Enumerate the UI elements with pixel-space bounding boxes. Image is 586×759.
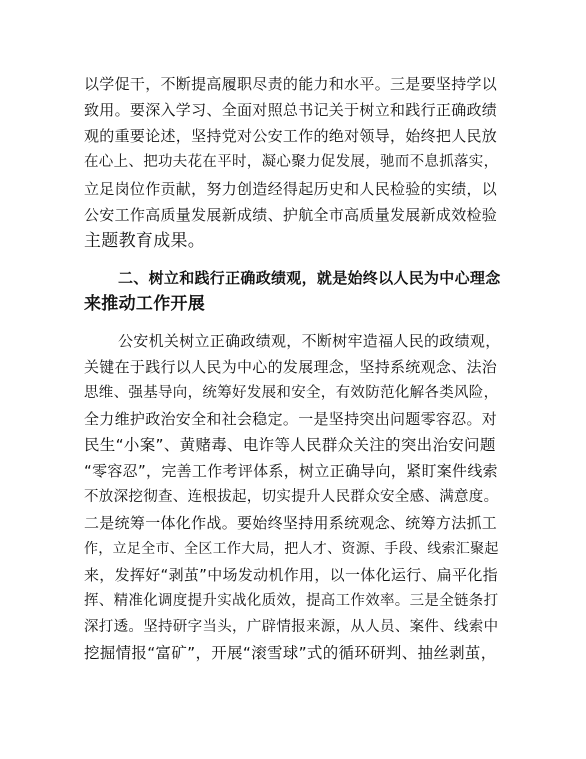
paragraph-2-line: 挥、精准化调度提升实战化质效，提高工作效率。三是全链条打 xyxy=(84,593,499,609)
paragraph-2-line: 全力维护政治安全和社会稳定。一是坚持突出问题零容忍。对 xyxy=(84,410,498,428)
paragraph-2-line: 思维、强基导向，统筹好发展和安全，有效防范化解各类风险， xyxy=(84,385,499,401)
paragraph-1-line: 在心上、把功夫花在平时，凝心聚力促发展，驰而不息抓落实， xyxy=(84,154,499,170)
paragraph-2-line: 挖掘情报“富矿”，开展“滚雪球”式的循环研判、抽丝剥茧， xyxy=(84,644,497,662)
paragraph-2-line: 作，立足全市、全区工作大局，把人才、资源、手段、线索汇聚起 xyxy=(84,541,499,557)
paragraph-1-line: 致用。要深入学习、全面对照总书记关于树立和践行正确政绩 xyxy=(84,101,498,119)
paragraph-2-line: 不放深挖彻查、连根拔起，切实提升人民群众安全感、满意度。 xyxy=(84,489,499,505)
section-heading-line: 二、树立和践行正确政绩观，就是始终以人民为中心理念 xyxy=(118,269,501,287)
paragraph-2-line: 关键在于践行以人民为中心的发展理念，坚持系统观念、法治 xyxy=(84,358,498,376)
paragraph-2-line: 深打透。坚持研字当头，广辟情报来源，从人员、案件、线索中 xyxy=(84,619,499,635)
paragraph-2-line: “零容忍”，完善工作考评体系，树立正确导向，紧盯案件线索 xyxy=(84,462,498,480)
paragraph-2-line: 来，发挥好“剥茧”中场发动机作用，以一体化运行、扁平化指 xyxy=(84,566,498,584)
section-heading-line: 来推动工作开展 xyxy=(84,294,206,314)
paragraph-1-line: 公安工作高质量发展新成绩、护航全市高质量发展新成效检验 xyxy=(84,206,498,224)
paragraph-1-line: 主题教育成果。 xyxy=(84,231,206,251)
paragraph-2-line: 二是统筹一体化作战。要始终坚持用系统观念、统筹方法抓工 xyxy=(84,514,498,532)
paragraph-1-line: 立足岗位作贡献，努力创造经得起历史和人民检验的实绩，以 xyxy=(84,180,498,198)
paragraph-2-line: 民生“小案”、黄赌毒、电诈等人民群众关注的突出治安问题 xyxy=(84,436,496,454)
paragraph-1-line: 以学促干，不断提高履职尽责的能力和水平。三是要坚持学以 xyxy=(84,75,498,93)
paragraph-2-line: 公安机关树立正确政绩观，不断树牢造福人民的政绩观， xyxy=(118,332,501,350)
paragraph-1-line: 观的重要论述，坚持党对公安工作的绝对领导，始终把人民放 xyxy=(84,127,498,145)
